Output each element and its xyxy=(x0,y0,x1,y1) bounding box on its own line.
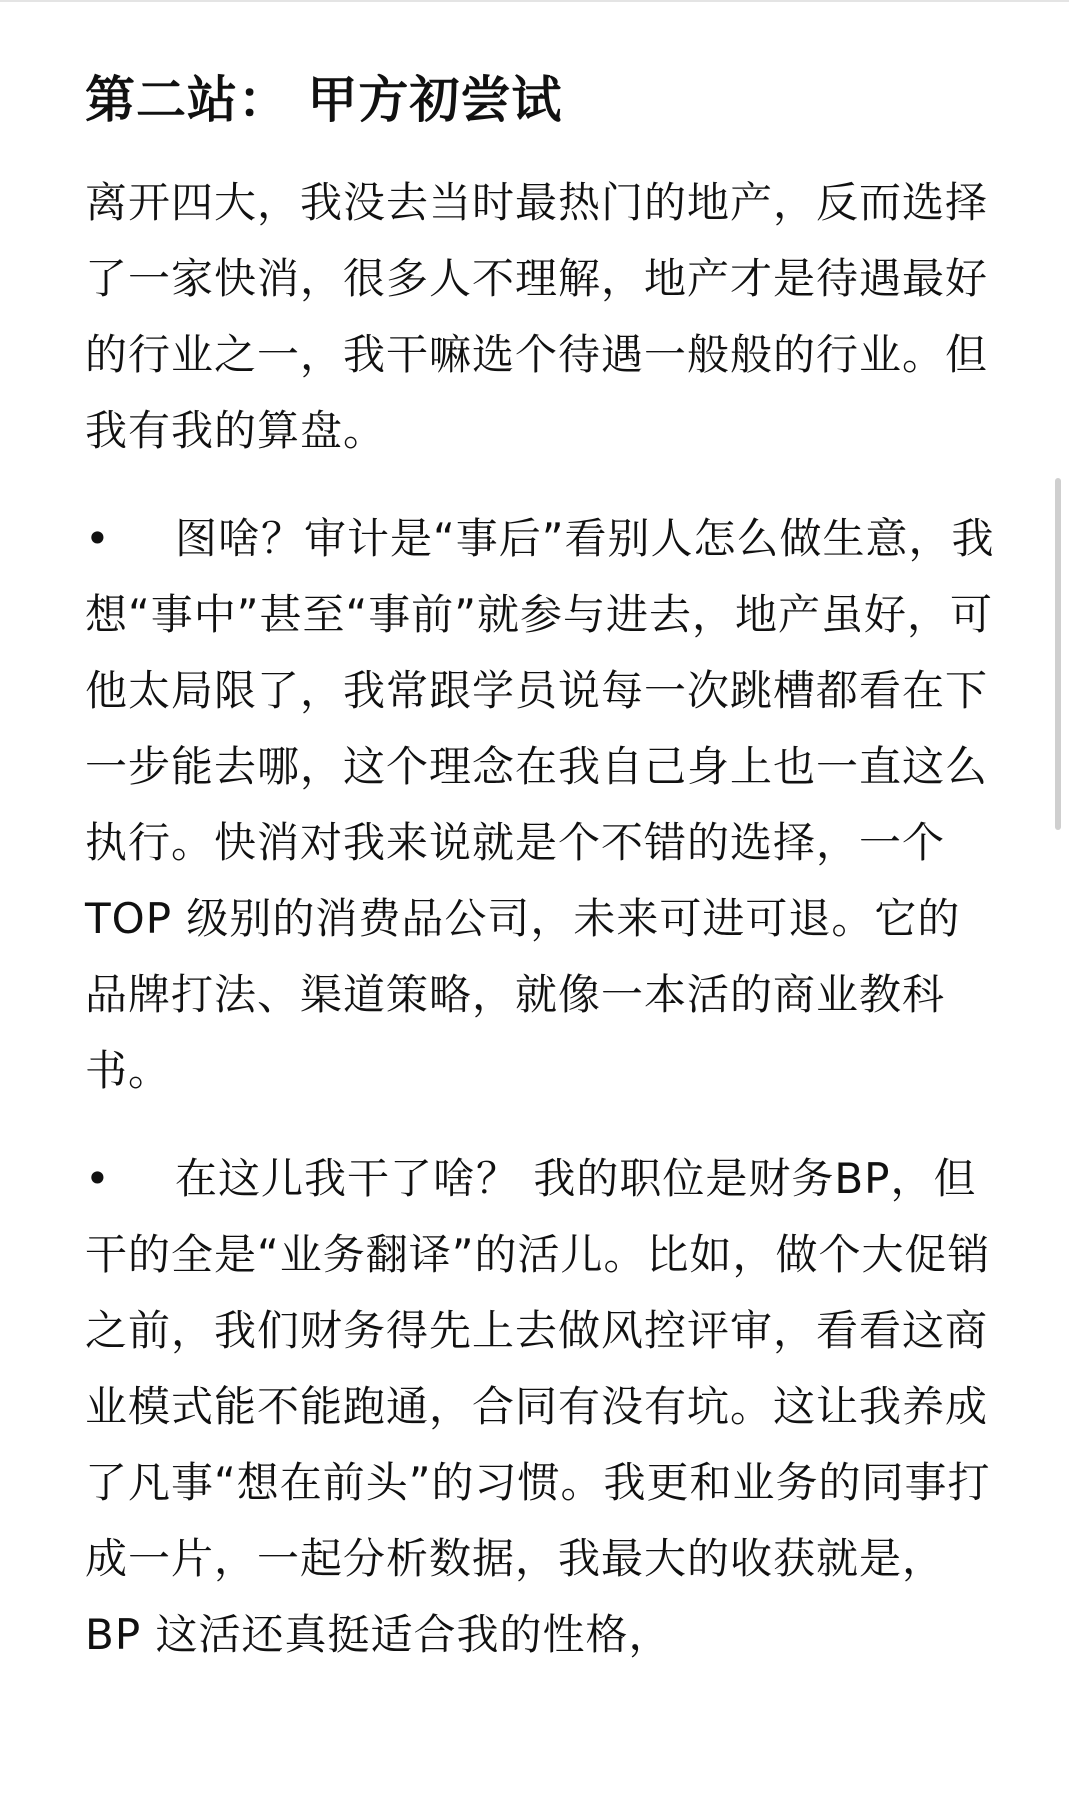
bullet-icon: • xyxy=(85,514,111,563)
article-body xyxy=(85,55,995,1705)
intro-paragraph: 离开四大，我没去当时最热门的地产，反而选择了一家快消，很多人不理解，地产才是待遇最好的行业之一，我干嘛选个待遇一般般的行业。但我有我的算盘。 xyxy=(85,178,989,455)
bullet-text: 在这儿我干了啥？ 我的职位是财务BP，但干的全是“业务翻译”的活儿。比如，做个大促销之前，我们财务得先上去做风控评审，看看这商业模式能不能跑通，合同有没有坑。这让我养成了凡事“想在前头”的习惯。我更和业务的同事打成一片，一起分析数据，我最大的收获就是，BP 这活还真挺适合我的性格， xyxy=(85,1154,991,1659)
bullet-icon: • xyxy=(85,1154,111,1203)
scrollbar-thumb[interactable] xyxy=(1055,478,1061,830)
bullet-text: 图啥？审计是“事后”看别人怎么做生意，我想“事中”甚至“事前”就参与进去，地产虽好，可他太局限了，我常跟学员说每一次跳槽都看在下一步能去哪，这个理念在我自己身上也一直这么执行。快消对我来说就是个不错的选择，一个TOP 级别的消费品公司，未来可进可退。它的品牌打法、渠道策略，就像一本活的商业教科书。 xyxy=(85,514,995,1095)
list-item xyxy=(85,1141,995,1673)
list-item xyxy=(85,501,995,1109)
section-title: 第二站： 甲方初尝试 xyxy=(85,71,563,129)
top-divider xyxy=(0,0,1069,2)
